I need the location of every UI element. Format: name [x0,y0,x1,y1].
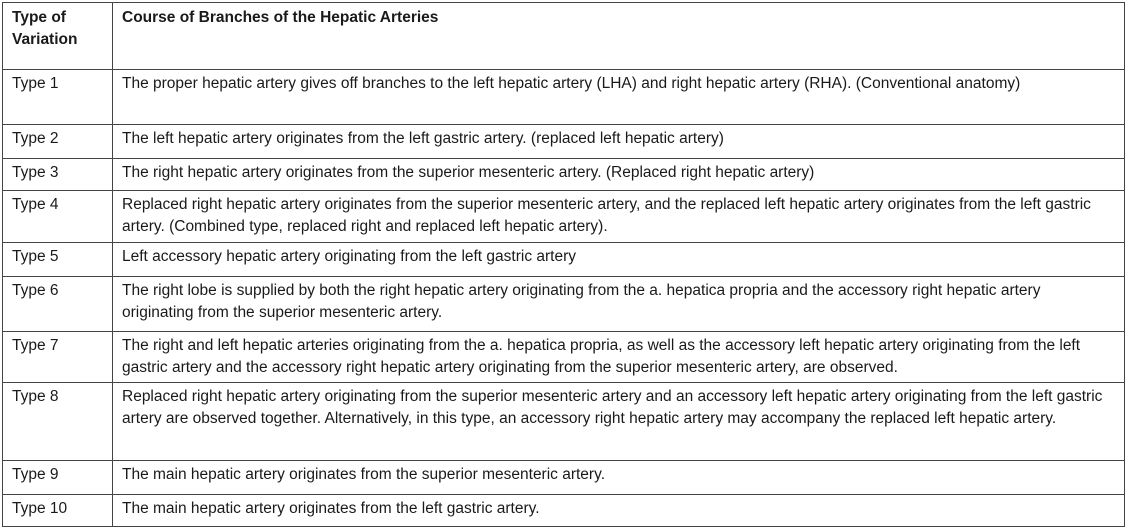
table-row [3,70,1125,125]
course-cell: The main hepatic artery originates from the left gastric artery. [113,495,1125,527]
header-course-of-branches: Course of Branches of the Hepatic Arteries [113,3,1125,70]
table-row [3,159,1125,191]
type-cell: Type 4 [3,191,113,243]
type-cell: Type 7 [3,332,113,383]
header-type-of-variation: Type of Variation [3,3,113,70]
type-cell: Type 6 [3,277,113,332]
course-cell: The main hepatic artery originates from the superior mesenteric artery. [113,461,1125,495]
type-cell: Type 10 [3,495,113,527]
table-row [3,243,1125,277]
course-cell: The right hepatic artery originates from the superior mesenteric artery. (Replaced right hepatic artery) [113,159,1125,191]
hepatic-artery-variations-table [2,2,1125,527]
table-row [3,495,1125,527]
course-cell: Replaced right hepatic artery originates from the superior mesenteric artery, and the replaced left hepatic artery originates from the left gastric artery. (Combined type, replaced right and replaced left hepatic artery). [113,191,1125,243]
table-row [3,125,1125,159]
table-row [3,332,1125,383]
type-cell: Type 3 [3,159,113,191]
type-cell: Type 9 [3,461,113,495]
type-cell: Type 8 [3,383,113,461]
table-row [3,191,1125,243]
course-cell: The right lobe is supplied by both the right hepatic artery originating from the a. hepatica propria and the accessory right hepatic artery originating from the superior mesenteric artery. [113,277,1125,332]
table-row [3,383,1125,461]
type-cell: Type 5 [3,243,113,277]
type-cell: Type 1 [3,70,113,125]
course-cell: Replaced right hepatic artery originating from the superior mesenteric artery and an accessory left hepatic artery originating from the left gastric artery are observed together. Alternatively, in this type, an accessory right hepatic artery may accompany the replaced left hepatic artery. [113,383,1125,461]
table-row [3,277,1125,332]
course-cell: Left accessory hepatic artery originating from the left gastric artery [113,243,1125,277]
header-row [3,3,1125,70]
course-cell: The right and left hepatic arteries originating from the a. hepatica propria, as well as the accessory left hepatic artery originating from the left gastric artery and the accessory right hepatic artery originating from the superior mesenteric artery, are observed. [113,332,1125,383]
course-cell: The left hepatic artery originates from the left gastric artery. (replaced left hepatic artery) [113,125,1125,159]
course-cell: The proper hepatic artery gives off branches to the left hepatic artery (LHA) and right hepatic artery (RHA). (Conventional anatomy) [113,70,1125,125]
type-cell: Type 2 [3,125,113,159]
table-row [3,461,1125,495]
